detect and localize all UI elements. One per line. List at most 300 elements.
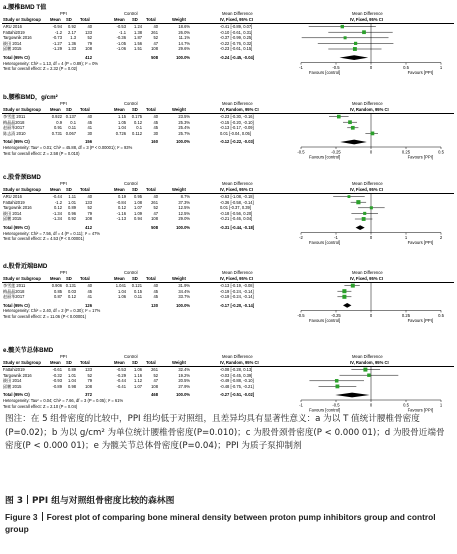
study-ci: -0.21 [-0.46, 0.04] <box>220 216 253 222</box>
study-weight: 14.7% <box>178 40 190 46</box>
study-total1: 45 <box>87 119 92 125</box>
study-sd2: 1.38 <box>134 29 142 35</box>
sd1-col-header: SD <box>66 276 72 281</box>
study-sd1: 1.33 <box>68 46 76 52</box>
study-total1: 40 <box>87 114 92 119</box>
study-point-estimate <box>342 289 346 293</box>
study-mean2: 0.12 <box>118 205 126 211</box>
group1-header: PPI <box>60 354 67 359</box>
study-mean2: 0.19 <box>118 194 126 199</box>
favours-ppi-label: Favours [PPI] <box>407 407 433 413</box>
x-tick-label: 0.5 <box>403 402 409 408</box>
study-mean1: -0.94 <box>52 24 62 29</box>
total-weight: 100.0% <box>176 55 190 60</box>
pooled-effect-diamond <box>356 225 365 230</box>
x-tick-label: -1 <box>299 402 303 408</box>
study-ci: -0.49 [-0.88, -0.10] <box>220 378 254 384</box>
mean1-col-header: Mean <box>50 17 61 22</box>
study-total1: 52 <box>87 372 92 378</box>
sd1-col-header: SD <box>66 17 72 22</box>
study-ci: -0.48 [-0.75, -0.21] <box>220 383 254 389</box>
study-total2: 40 <box>153 283 158 288</box>
study-point-estimate <box>356 200 360 204</box>
study-ci: -0.37 [-0.99, 0.25] <box>220 35 253 41</box>
study-point-estimate <box>337 115 341 119</box>
study-point-estimate <box>351 126 355 130</box>
study-ci: -0.63 [-1.08, -0.18] <box>220 194 254 199</box>
ci-plot-col-header: IV, Fixed, 95% CI <box>350 187 383 192</box>
total2-col-header: Total <box>146 360 156 365</box>
study-mean2: -0.84 <box>116 199 126 205</box>
study-ci: -0.19 [-0.24, -0.14] <box>220 288 254 294</box>
study-name: 赵丽华2017 <box>3 294 25 300</box>
weight-col-header: Weight <box>172 276 186 281</box>
overall-effect-text: Test for overall effect: Z = 2.32 (P = 0.02) <box>3 66 78 72</box>
study-point-estimate <box>335 379 339 383</box>
pooled-effect-diamond <box>343 303 351 308</box>
x-tick-label: 0 <box>369 235 373 241</box>
study-name: 筱田 2014 <box>3 210 22 216</box>
study-total1: 133 <box>85 29 92 35</box>
study-col-header: Study or Subgroup <box>3 17 41 22</box>
study-point-estimate <box>348 120 352 124</box>
study-ci: -0.10 [-0.61, 0.31] <box>220 29 253 35</box>
study-mean2: -1.13 <box>116 216 126 222</box>
study-point-estimate <box>370 206 373 209</box>
sd2-col-header: SD <box>132 360 138 365</box>
study-weight: 26.0% <box>178 29 190 35</box>
study-mean2: -1.16 <box>116 210 126 216</box>
study-ci: -0.22 [-0.76, 0.32] <box>220 40 253 46</box>
overall-effect-text: Test for overall effect: Z = 4.53 (P < 0.00001) <box>3 236 85 242</box>
study-point-estimate <box>335 384 339 388</box>
ci-col-header: IV, Fixed, 95% CI <box>220 17 253 22</box>
study-total2: 52 <box>153 205 158 211</box>
study-total2: 40 <box>153 194 158 199</box>
study-total1: 79 <box>87 40 92 46</box>
study-mean2: -1.05 <box>116 40 126 46</box>
pooled-effect-diamond <box>335 393 369 398</box>
study-total2: 261 <box>151 199 158 205</box>
total2-col-header: Total <box>146 17 156 22</box>
favours-control-label: Favours [control] <box>309 407 341 413</box>
study-mean2: -1.1 <box>118 29 126 35</box>
study-mean1: -0.89 <box>52 383 62 389</box>
study-name: Targownik 2016 <box>3 205 32 211</box>
study-weight: 20.5% <box>178 378 190 384</box>
x-tick-label: -0.5 <box>332 65 340 71</box>
x-tick-label: 0 <box>369 65 373 71</box>
study-weight: 25.3% <box>178 119 190 125</box>
study-total1: 133 <box>85 367 92 372</box>
study-name: Fattahi2019 <box>3 367 25 372</box>
study-mean1: -0.44 <box>52 194 62 199</box>
total-label: Total (95% CI) <box>3 55 30 60</box>
md-plot-header: Mean Difference <box>352 101 383 106</box>
x-tick-label: -2 <box>299 235 303 241</box>
favours-control-label: Favours [control] <box>309 317 341 323</box>
study-weight: 32.4% <box>178 367 190 372</box>
study-mean1: -1.27 <box>52 40 62 46</box>
study-point-estimate <box>363 212 366 215</box>
study-sd2: 0.15 <box>134 288 142 294</box>
total1-col-header: Total <box>80 187 90 192</box>
study-ci: -0.36 [-0.58, -0.14] <box>220 199 254 205</box>
study-sd2: 0.112 <box>132 130 142 136</box>
study-name: 李雪莲 2011 <box>3 114 26 119</box>
study-sd1: 0.03 <box>68 288 76 294</box>
study-ci: -0.19 [-0.24, -0.14] <box>220 294 254 300</box>
study-point-estimate <box>362 217 366 221</box>
study-name: 李雪莲 2011 <box>3 283 26 288</box>
study-mean1: 0.87 <box>54 294 62 300</box>
study-total1: 40 <box>87 283 92 288</box>
study-sd1: 0.89 <box>68 367 76 372</box>
study-ci: -0.15 [-0.20, -0.10] <box>220 119 254 125</box>
study-total2: 40 <box>153 24 158 29</box>
x-tick-label: 0.25 <box>401 149 411 155</box>
study-name: ARU 2016 <box>3 24 22 29</box>
x-tick-label: -0.25 <box>331 149 341 155</box>
study-sd2: 1.87 <box>134 35 142 41</box>
study-weight: 31.9% <box>178 283 190 288</box>
study-total1: 108 <box>85 216 92 222</box>
study-ci: -0.13 [-0.19, -0.08] <box>220 283 254 288</box>
total-ci: -0.27 [-0.51, -0.02] <box>220 392 255 398</box>
ci-col-header: IV, Fixed, 95% CI <box>220 187 253 192</box>
group2-header: Control <box>124 181 138 186</box>
study-col-header: Study or Subgroup <box>3 276 41 281</box>
heterogeneity-text: Heterogeneity: Chi² = 2.40, df = 2 (P = 0.30); I² = 17% <box>3 308 101 314</box>
study-total1: 40 <box>87 24 92 29</box>
mean1-col-header: Mean <box>50 360 61 365</box>
study-total1: 41 <box>87 294 92 300</box>
overall-effect-text: Test for overall effect: Z = 2.10 (P = 0.04) <box>3 403 78 409</box>
study-weight: 8.7% <box>180 194 190 199</box>
weight-col-header: Weight <box>172 360 186 365</box>
md-plot-header: Mean Difference <box>352 11 383 16</box>
sd2-col-header: SD <box>132 17 138 22</box>
total-n2: 508 <box>151 225 158 230</box>
x-tick-label: 1 <box>404 235 408 241</box>
study-mean1: 0.731 <box>51 130 62 136</box>
total-label: Total (95% CI) <box>3 139 30 145</box>
figure-label-cn <box>5 493 174 506</box>
panel-title: e.髋关节总体BMD <box>3 347 54 354</box>
panel-title: b.腰椎BMD，g/cm² <box>3 94 58 101</box>
md-plot-header: Mean Difference <box>352 270 383 275</box>
study-weight: 25.4% <box>178 125 190 131</box>
heterogeneity-text: Heterogeneity: Tau² = 0.04; Chi² = 7.66, df = 3 (P = 0.05); I² = 61% <box>3 398 124 403</box>
heterogeneity-text: Heterogeneity: Chi² = 1.13, df = 4 (P = 0.89); I² = 0% <box>3 60 99 66</box>
forest-plot-area <box>291 24 451 79</box>
study-sd1: 0.96 <box>68 210 76 216</box>
study-name: 陈志清 2010 <box>3 130 26 136</box>
study-name: 筱田 2014 <box>3 378 22 384</box>
study-total1: 133 <box>85 199 92 205</box>
study-weight: 34.4% <box>178 288 190 294</box>
study-sd2: 0.94 <box>134 216 142 222</box>
study-mean2: -1.06 <box>116 46 126 52</box>
study-point-estimate <box>342 295 346 299</box>
study-sd1: 0.89 <box>68 205 76 211</box>
favours-ppi-label: Favours [PPI] <box>407 70 433 76</box>
x-tick-label: 1 <box>439 65 443 71</box>
study-sd1: 1.11 <box>68 194 76 199</box>
study-sd2: 0.1 <box>136 125 142 131</box>
total-n2: 130 <box>151 302 158 308</box>
favours-ppi-label: Favours [PPI] <box>407 240 433 246</box>
figure-label-en <box>5 511 450 535</box>
study-total2: 108 <box>151 46 158 52</box>
mean2-col-header: Mean <box>114 17 125 22</box>
sd1-col-header: SD <box>66 360 72 365</box>
total-ci: -0.24 [-0.45, -0.04] <box>220 55 255 60</box>
study-sd1: 0.12 <box>68 294 76 300</box>
forest-plot-area <box>291 194 451 249</box>
study-mean1: 0.906 <box>51 283 62 288</box>
study-total2: 47 <box>153 40 158 46</box>
ci-plot-col-header: IV, Fixed, 95% CI <box>350 17 383 22</box>
sd2-col-header: SD <box>132 107 138 112</box>
study-point-estimate <box>362 30 366 34</box>
total-label: Total (95% CI) <box>3 225 30 230</box>
total2-col-header: Total <box>146 276 156 281</box>
mean1-col-header: Mean <box>50 276 61 281</box>
figure-title-en: Forest plot of comparing bone mineral density between proton pump inhibitors group and control group <box>5 512 436 534</box>
study-name: 邱鹏 2015 <box>3 46 22 52</box>
study-mean2: 1.15 <box>118 114 126 119</box>
x-tick-label: 1 <box>439 402 443 408</box>
total-n1: 126 <box>85 302 92 308</box>
study-ci: -0.08 [-0.28, 0.13] <box>220 367 253 372</box>
study-weight: 12.5% <box>178 210 190 216</box>
total-n2: 508 <box>151 55 158 60</box>
study-total1: 108 <box>85 383 92 389</box>
study-total2: 40 <box>153 114 158 119</box>
md-header: Mean Difference <box>222 101 253 106</box>
study-ci: -0.18 [-0.56, 0.20] <box>220 210 253 216</box>
study-sd2: 1.16 <box>134 372 142 378</box>
study-mean1: -0.73 <box>52 35 62 41</box>
study-point-estimate <box>348 195 351 198</box>
forest-plot-area <box>291 114 451 163</box>
mean1-col-header: Mean <box>50 107 61 112</box>
total1-col-header: Total <box>80 360 90 365</box>
study-mean1: -0.32 <box>52 372 62 378</box>
study-weight: 37.3% <box>178 199 190 205</box>
sd2-col-header: SD <box>132 187 138 192</box>
study-total2: 45 <box>153 288 158 294</box>
total-ci: -0.17 [-0.20, -0.14] <box>220 302 255 308</box>
group2-header: Control <box>124 354 138 359</box>
mean2-col-header: Mean <box>114 276 125 281</box>
study-mean1: 0.922 <box>51 114 62 119</box>
study-total2: 47 <box>153 210 158 216</box>
study-total2: 45 <box>153 294 158 300</box>
total1-col-header: Total <box>80 276 90 281</box>
study-total1: 52 <box>87 35 92 41</box>
study-name: Fattahi2019 <box>3 199 25 205</box>
study-weight: 23.5% <box>178 114 190 119</box>
study-sd1: 0.131 <box>65 283 76 288</box>
study-total1: 52 <box>87 205 92 211</box>
study-sd2: 1.56 <box>134 40 142 46</box>
study-mean1: 0.91 <box>54 125 62 131</box>
sd2-col-header: SD <box>132 276 138 281</box>
study-total2: 108 <box>151 216 158 222</box>
study-sd2: 0.175 <box>131 114 142 119</box>
md-header: Mean Difference <box>222 270 253 275</box>
total1-col-header: Total <box>80 107 90 112</box>
study-sd1: 0.1 <box>70 119 76 125</box>
study-name: Fattahi2019 <box>3 29 25 35</box>
study-ci: -0.41 [-0.89, 0.07] <box>220 24 253 29</box>
study-total1: 79 <box>87 378 92 384</box>
mean1-col-header: Mean <box>50 187 61 192</box>
overall-effect-text: Test for overall effect: Z = 2.58 (P = 0.010) <box>3 150 80 156</box>
x-tick-label: 0.5 <box>438 312 444 318</box>
favours-control-label: Favours [control] <box>309 70 341 76</box>
study-sd1: 0.92 <box>68 24 76 29</box>
study-sd1: 0.92 <box>68 216 76 222</box>
group2-header: Control <box>124 11 138 16</box>
study-name: 赵丽华2017 <box>3 125 25 131</box>
study-weight: 33.7% <box>178 294 190 300</box>
x-tick-label: -1 <box>299 65 303 71</box>
study-name: Targownik 2016 <box>3 35 32 41</box>
x-tick-label: 0.25 <box>401 312 411 318</box>
study-mean1: -1.34 <box>52 216 62 222</box>
study-point-estimate <box>341 25 344 28</box>
ci-plot-col-header: IV, Random, 95% CI <box>350 360 389 365</box>
study-sd2: 1.06 <box>134 367 142 372</box>
x-tick-label: -1 <box>334 235 338 241</box>
label-divider <box>27 495 28 504</box>
study-total2: 108 <box>151 383 158 389</box>
total-label: Total (95% CI) <box>3 302 30 308</box>
total-n2: 160 <box>151 139 158 145</box>
study-sd2: 0.12 <box>134 119 142 125</box>
study-mean1: 0.85 <box>54 288 62 294</box>
overall-effect-text: Test for overall effect: Z = 11.06 (P < 0.00001) <box>3 314 87 319</box>
study-ci: 0.01 [-0.04, 0.05] <box>220 130 251 136</box>
total-n1: 372 <box>85 392 92 398</box>
study-point-estimate <box>363 368 367 372</box>
study-mean2: 1.05 <box>118 119 126 125</box>
study-sd1: 1.3 <box>70 35 76 41</box>
md-plot-header: Mean Difference <box>352 354 383 359</box>
study-point-estimate <box>351 284 355 288</box>
x-tick-label: 0 <box>369 312 373 318</box>
study-mean2: -0.53 <box>116 367 126 372</box>
total-n1: 156 <box>85 139 92 145</box>
study-mean1: -1.2 <box>54 199 62 205</box>
study-point-estimate <box>354 42 357 45</box>
md-header: Mean Difference <box>222 354 253 359</box>
study-sd2: 1.51 <box>134 46 142 52</box>
study-total2: 45 <box>153 119 158 125</box>
study-sd2: 1.07 <box>134 205 142 211</box>
group1-header: PPI <box>60 181 67 186</box>
study-sd1: 1.01 <box>68 199 76 205</box>
figure-caption: 图注：在 5 组骨密度的比较中，PPI 组均低于对照组，且差异均具有显著性意义：a 为以 T 值统计腰椎骨密度(P=0.02)；b 为以 g/cm² 为单位统计腰椎骨密度(P=0.010)；c 为股骨颈骨密度(P < 0.000 01)；d 为股骨近端骨密度(P < 0.000 01)；e 为髋关节总体骨密度(P=0.04)；PPI 为质子泵抑制剂 <box>5 414 445 451</box>
total2-col-header: Total <box>146 107 156 112</box>
total2-col-header: Total <box>146 187 156 192</box>
study-mean1: -0.93 <box>52 378 62 384</box>
study-total1: 40 <box>87 194 92 199</box>
study-total2: 30 <box>153 130 158 136</box>
study-point-estimate <box>344 36 347 39</box>
study-mean2: 1.06 <box>118 294 126 300</box>
study-ci: -0.23 [-0.30, -0.16] <box>220 114 254 119</box>
study-weight: 29.6% <box>178 46 190 52</box>
total-label: Total (95% CI) <box>3 392 30 398</box>
x-tick-label: 0 <box>369 149 373 155</box>
study-name: 筱田 2014 <box>3 40 22 46</box>
study-point-estimate <box>353 47 357 51</box>
study-mean1: -0.61 <box>52 367 62 372</box>
study-total1: 45 <box>87 288 92 294</box>
study-name: 邱鹏 2015 <box>3 383 22 389</box>
study-name: Targownik 2016 <box>3 372 32 378</box>
mean2-col-header: Mean <box>114 187 125 192</box>
study-ci: -0.03 [-0.45, 0.39] <box>220 372 253 378</box>
panel-title: d.股骨近端BMD <box>3 263 48 270</box>
study-ci: -0.23 [-0.61, 0.15] <box>220 46 253 52</box>
study-col-header: Study or Subgroup <box>3 360 41 365</box>
label-divider-en <box>42 512 43 521</box>
study-mean2: -0.53 <box>116 24 126 29</box>
ci-plot-col-header: IV, Fixed, 95% CI <box>350 276 383 281</box>
x-tick-label: -0.5 <box>297 149 305 155</box>
study-name: 梅晶晶2018 <box>3 288 25 294</box>
weight-col-header: Weight <box>172 187 186 192</box>
study-weight: 19.2% <box>178 372 190 378</box>
total-weight: 100.0% <box>176 302 190 308</box>
study-name: 梅晶晶2018 <box>3 119 25 125</box>
study-mean2: 1.04 <box>118 288 126 294</box>
mean2-col-header: Mean <box>114 360 125 365</box>
total-ci: -0.12 [-0.22, -0.03] <box>220 139 255 145</box>
study-total1: 30 <box>87 130 92 136</box>
study-total2: 52 <box>153 35 158 41</box>
heterogeneity-text: Heterogeneity: Tau² = 0.01; Chi² = 45.88, df = 3 (P < 0.00001); I² = 93% <box>3 145 133 150</box>
study-sd2: 0.121 <box>131 283 142 288</box>
forest-plot-area <box>291 283 451 326</box>
group2-header: Control <box>124 270 138 275</box>
weight-col-header: Weight <box>172 17 186 22</box>
study-mean1: -1.34 <box>52 210 62 216</box>
group2-header: Control <box>124 101 138 106</box>
figure-title-cn: PPI 组与对照组骨密度比较的森林图 <box>31 496 175 506</box>
study-ci: -0.13 [-0.17, -0.09] <box>220 125 254 131</box>
pooled-effect-diamond <box>340 55 369 60</box>
group1-header: PPI <box>60 101 67 106</box>
study-sd2: 1.24 <box>134 24 142 29</box>
study-sd1: 1.36 <box>68 40 76 46</box>
study-weight: 18.6% <box>178 24 190 29</box>
study-sd1: 1.01 <box>68 372 76 378</box>
favours-control-label: Favours [control] <box>309 240 341 246</box>
ci-col-header: IV, Fixed, 95% CI <box>220 276 253 281</box>
group1-header: PPI <box>60 270 67 275</box>
study-sd2: 0.95 <box>134 194 142 199</box>
study-ci: 0.01 [-0.37, 0.39] <box>220 205 251 211</box>
study-sd2: 1.07 <box>134 383 142 389</box>
weight-col-header: Weight <box>172 107 186 112</box>
total-weight: 100.0% <box>176 392 190 398</box>
